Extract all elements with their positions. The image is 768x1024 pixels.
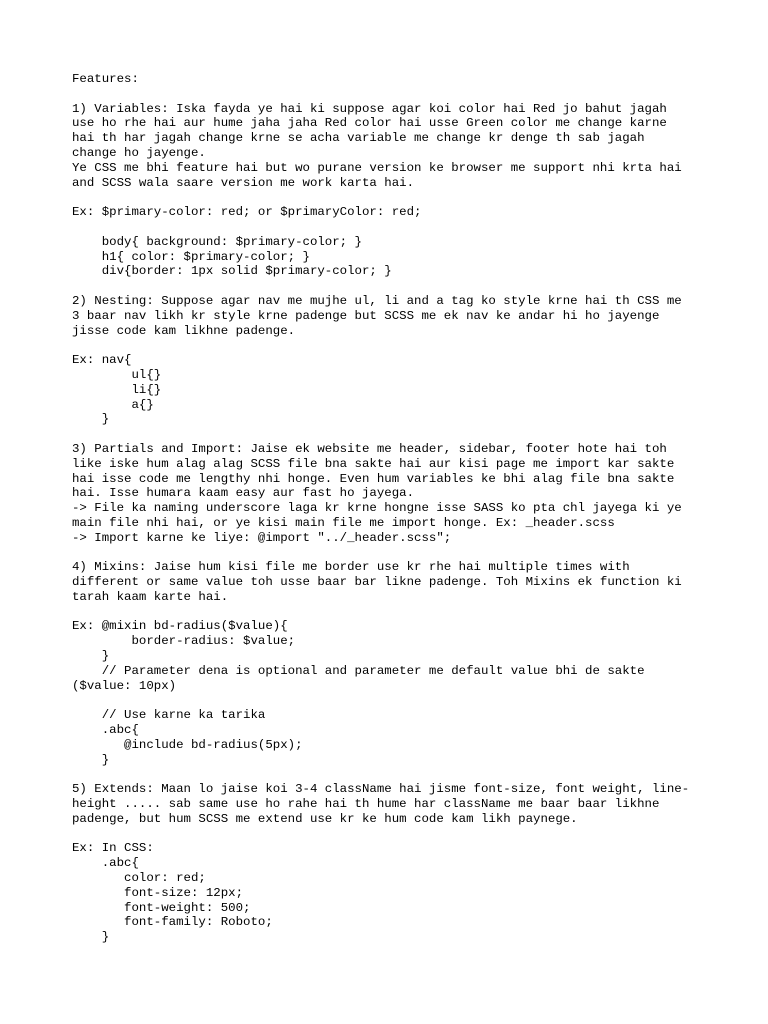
paragraph-line: change ho jayenge. [72, 145, 206, 160]
blank-line [72, 338, 712, 353]
paragraph-line: like iske hum alag alag SCSS file bna sakte hai aur kisi page me import kar sakte [72, 456, 675, 471]
code-comment-line: ($value: 10px) [72, 678, 177, 693]
paragraph-line: different or same value toh usse baar bar likne padenge. Toh Mixins ek function ki [72, 575, 682, 590]
example-line: Ex: In CSS: [72, 841, 154, 856]
code-line: } [72, 752, 110, 767]
section-partials-import [72, 442, 712, 546]
code-line: border-radius: $value; [72, 634, 296, 649]
code-line: @include bd-radius(5px); [72, 737, 303, 752]
code-line: .abc{ [72, 723, 139, 738]
section-mixins [72, 560, 712, 767]
paragraph-line: hai isse code me lengthy nhi honge. Even hum variables ke bhi alag file bna sakte [72, 471, 675, 486]
paragraph-line: -> Import karne ke liye: @import "../_header.scss"; [72, 530, 452, 545]
heading-features: Features: [72, 72, 139, 86]
blank-line [72, 827, 712, 842]
paragraph-line: 4) Mixins: Jaise hum kisi file me border use kr rhe hai multiple times with [72, 560, 630, 575]
code-line: font-weight: 500; [72, 900, 251, 915]
paragraph-line: tarah kaam karte hai. [72, 589, 229, 604]
code-line: h1{ color: $primary-color; } [72, 249, 310, 264]
blank-line [72, 546, 712, 561]
code-line: } [72, 930, 110, 945]
blank-line [72, 279, 712, 294]
code-line: a{} [72, 397, 154, 412]
code-line: li{} [72, 382, 162, 397]
code-line: } [72, 649, 110, 664]
code-line: font-size: 12px; [72, 885, 244, 900]
code-comment-line: // Use karne ka tarika [72, 708, 266, 723]
document-page [72, 72, 712, 945]
section-nesting [72, 294, 712, 427]
blank-line [72, 767, 712, 782]
paragraph-line: main file nhi hai, or ye kisi main file me import honge. Ex: _header.scss [72, 515, 615, 530]
code-line: .abc{ [72, 856, 139, 871]
code-line: Ex: @mixin bd-radius($value){ [72, 619, 288, 634]
code-line: div{border: 1px solid $primary-color; } [72, 264, 392, 279]
paragraph-line: height ..... sab same use ho rahe hai th hume har className me baar baar likhne [72, 797, 660, 812]
code-line: font-family: Roboto; [72, 915, 273, 930]
paragraph-line: -> File ka naming underscore laga kr krne hongne isse SASS ko pta chl jayega ki ye [72, 501, 682, 516]
section-extends [72, 782, 712, 945]
paragraph-line: padenge, but hum SCSS me extend use kr ke hum code kam likh paynege. [72, 811, 578, 826]
blank-line [72, 605, 712, 620]
paragraph-line: use ho rhe hai aur hume jaha jaha Red color hai usse Green color me change karne [72, 116, 667, 131]
paragraph-line: 3) Partials and Import: Jaise ek website me header, sidebar, footer hote hai toh [72, 441, 667, 456]
paragraph-line: 2) Nesting: Suppose agar nav me mujhe ul, li and a tag ko style krne hai th CSS me [72, 293, 682, 308]
paragraph-line: hai th har jagah change krne se acha variable me change kr denge th sab jagah [72, 131, 645, 146]
paragraph-line: hai. Isse humara kaam easy aur fast ho jayega. [72, 486, 415, 501]
blank-line [72, 427, 712, 442]
blank-line [72, 220, 712, 235]
code-line: body{ background: $primary-color; } [72, 234, 362, 249]
blank-line [72, 87, 712, 102]
paragraph-line: 5) Extends: Maan lo jaise koi 3-4 className hai jisme font-size, font weight, line- [72, 782, 690, 797]
section-variables [72, 102, 712, 280]
code-comment-line: // Parameter dena is optional and parameter me default value bhi de sakte [72, 663, 645, 678]
code-line: Ex: nav{ [72, 353, 132, 368]
blank-line [72, 190, 712, 205]
example-line: Ex: $primary-color: red; or $primaryColor: red; [72, 205, 422, 220]
paragraph-line: and SCSS wala saare version me work karta hai. [72, 175, 415, 190]
paragraph-line: 3 baar nav likh kr style krne padenge but SCSS me ek nav ke andar hi ho jayenge [72, 308, 660, 323]
paragraph-line: Ye CSS me bhi feature hai but wo purane version ke browser me support nhi krta hai [72, 160, 682, 175]
paragraph-line: 1) Variables: Iska fayda ye hai ki suppose agar koi color hai Red jo bahut jagah [72, 101, 667, 116]
code-line: color: red; [72, 871, 206, 886]
blank-line [72, 693, 712, 708]
code-line: ul{} [72, 367, 162, 382]
paragraph-line: jisse code kam likhne padenge. [72, 323, 296, 338]
code-line: } [72, 412, 110, 427]
